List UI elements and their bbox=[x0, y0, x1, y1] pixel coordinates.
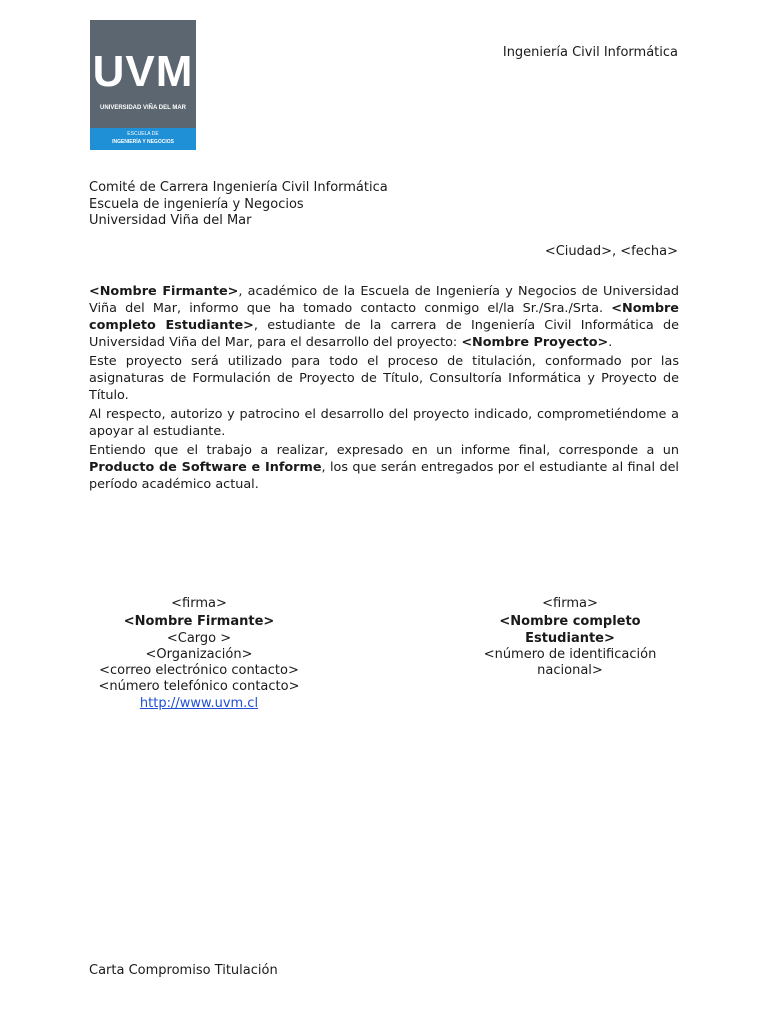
place-date: <Ciudad>, <fecha> bbox=[544, 244, 678, 259]
paragraph-text: , estudiante de la carrera de Ingeniería Civil Informática de Universidad Viña del Mar, para el desarrollo del proyecto: bbox=[89, 318, 679, 350]
student-name: <Nombre completo Estudiante> bbox=[499, 614, 641, 646]
logo-school-line2: INGENIERÍA Y NEGOCIOS bbox=[112, 139, 174, 145]
signer-email: <correo electrónico contacto> bbox=[99, 663, 299, 679]
signer-name: <Nombre Firmante> bbox=[123, 614, 275, 630]
student-name: <Nombre completo Estudiante> bbox=[89, 301, 679, 333]
header-program: Ingeniería Civil Informática bbox=[502, 45, 678, 60]
student-id-line: nacional> bbox=[537, 663, 603, 679]
footer-title: Carta Compromiso Titulación bbox=[89, 963, 278, 978]
signature-block-signer bbox=[89, 596, 309, 712]
project-name: <Nombre Proyecto> bbox=[461, 335, 609, 350]
uvm-website-link[interactable]: http://www.uvm.cl bbox=[139, 695, 259, 711]
signature-block-student bbox=[460, 596, 680, 679]
signer-cargo: <Cargo > bbox=[166, 630, 232, 646]
uvm-logo bbox=[90, 20, 196, 150]
signature-placeholder: <firma> bbox=[542, 596, 598, 611]
student-id-line: <número de identificación bbox=[483, 646, 657, 662]
paragraph bbox=[89, 442, 679, 493]
logo-brand: UVM bbox=[92, 47, 194, 96]
logo-school-band bbox=[90, 128, 196, 150]
address-line: Universidad Viña del Mar bbox=[89, 213, 252, 228]
paragraph-text: . bbox=[608, 335, 613, 350]
paragraph-text: Entiendo que el trabajo a realizar, expresado en un informe final, corresponde a un bbox=[89, 443, 679, 458]
paragraph-text: , académico de la Escuela de Ingeniería y Negocios de Universidad Viña del Mar, informo que ha tomado contacto conmigo el/la Sr./Sra./Srta. bbox=[89, 284, 679, 316]
recipient-address bbox=[89, 180, 388, 230]
signer-organization: <Organización> bbox=[145, 646, 253, 662]
signature-placeholder: <firma> bbox=[171, 596, 227, 611]
paragraph-text: , los que serán entregados por el estudiante al final del período académico actual. bbox=[89, 460, 679, 492]
address-line: Comité de Carrera Ingeniería Civil Informática bbox=[89, 180, 388, 195]
paragraph: Al respecto, autorizo y patrocino el desarrollo del proyecto indicado, comprometiéndome a apoyar al estudiante. bbox=[89, 407, 679, 439]
paragraph bbox=[89, 283, 679, 351]
signer-name: <Nombre Firmante> bbox=[89, 284, 239, 299]
signer-phone: <número telefónico contacto> bbox=[98, 679, 300, 695]
logo-university: UNIVERSIDAD VIÑA DEL MAR bbox=[99, 105, 186, 111]
letter-body bbox=[89, 283, 679, 495]
address-line: Escuela de ingeniería y Negocios bbox=[89, 196, 304, 212]
paragraph: Este proyecto será utilizado para todo el proceso de titulación, conformado por las asignaturas de Formulación de Proyecto de Título, Consultoría Informática y Proyecto de Título. bbox=[89, 354, 679, 403]
deliverable: Producto de Software e Informe bbox=[89, 460, 322, 475]
logo-school-line1: ESCUELA DE bbox=[127, 131, 159, 137]
